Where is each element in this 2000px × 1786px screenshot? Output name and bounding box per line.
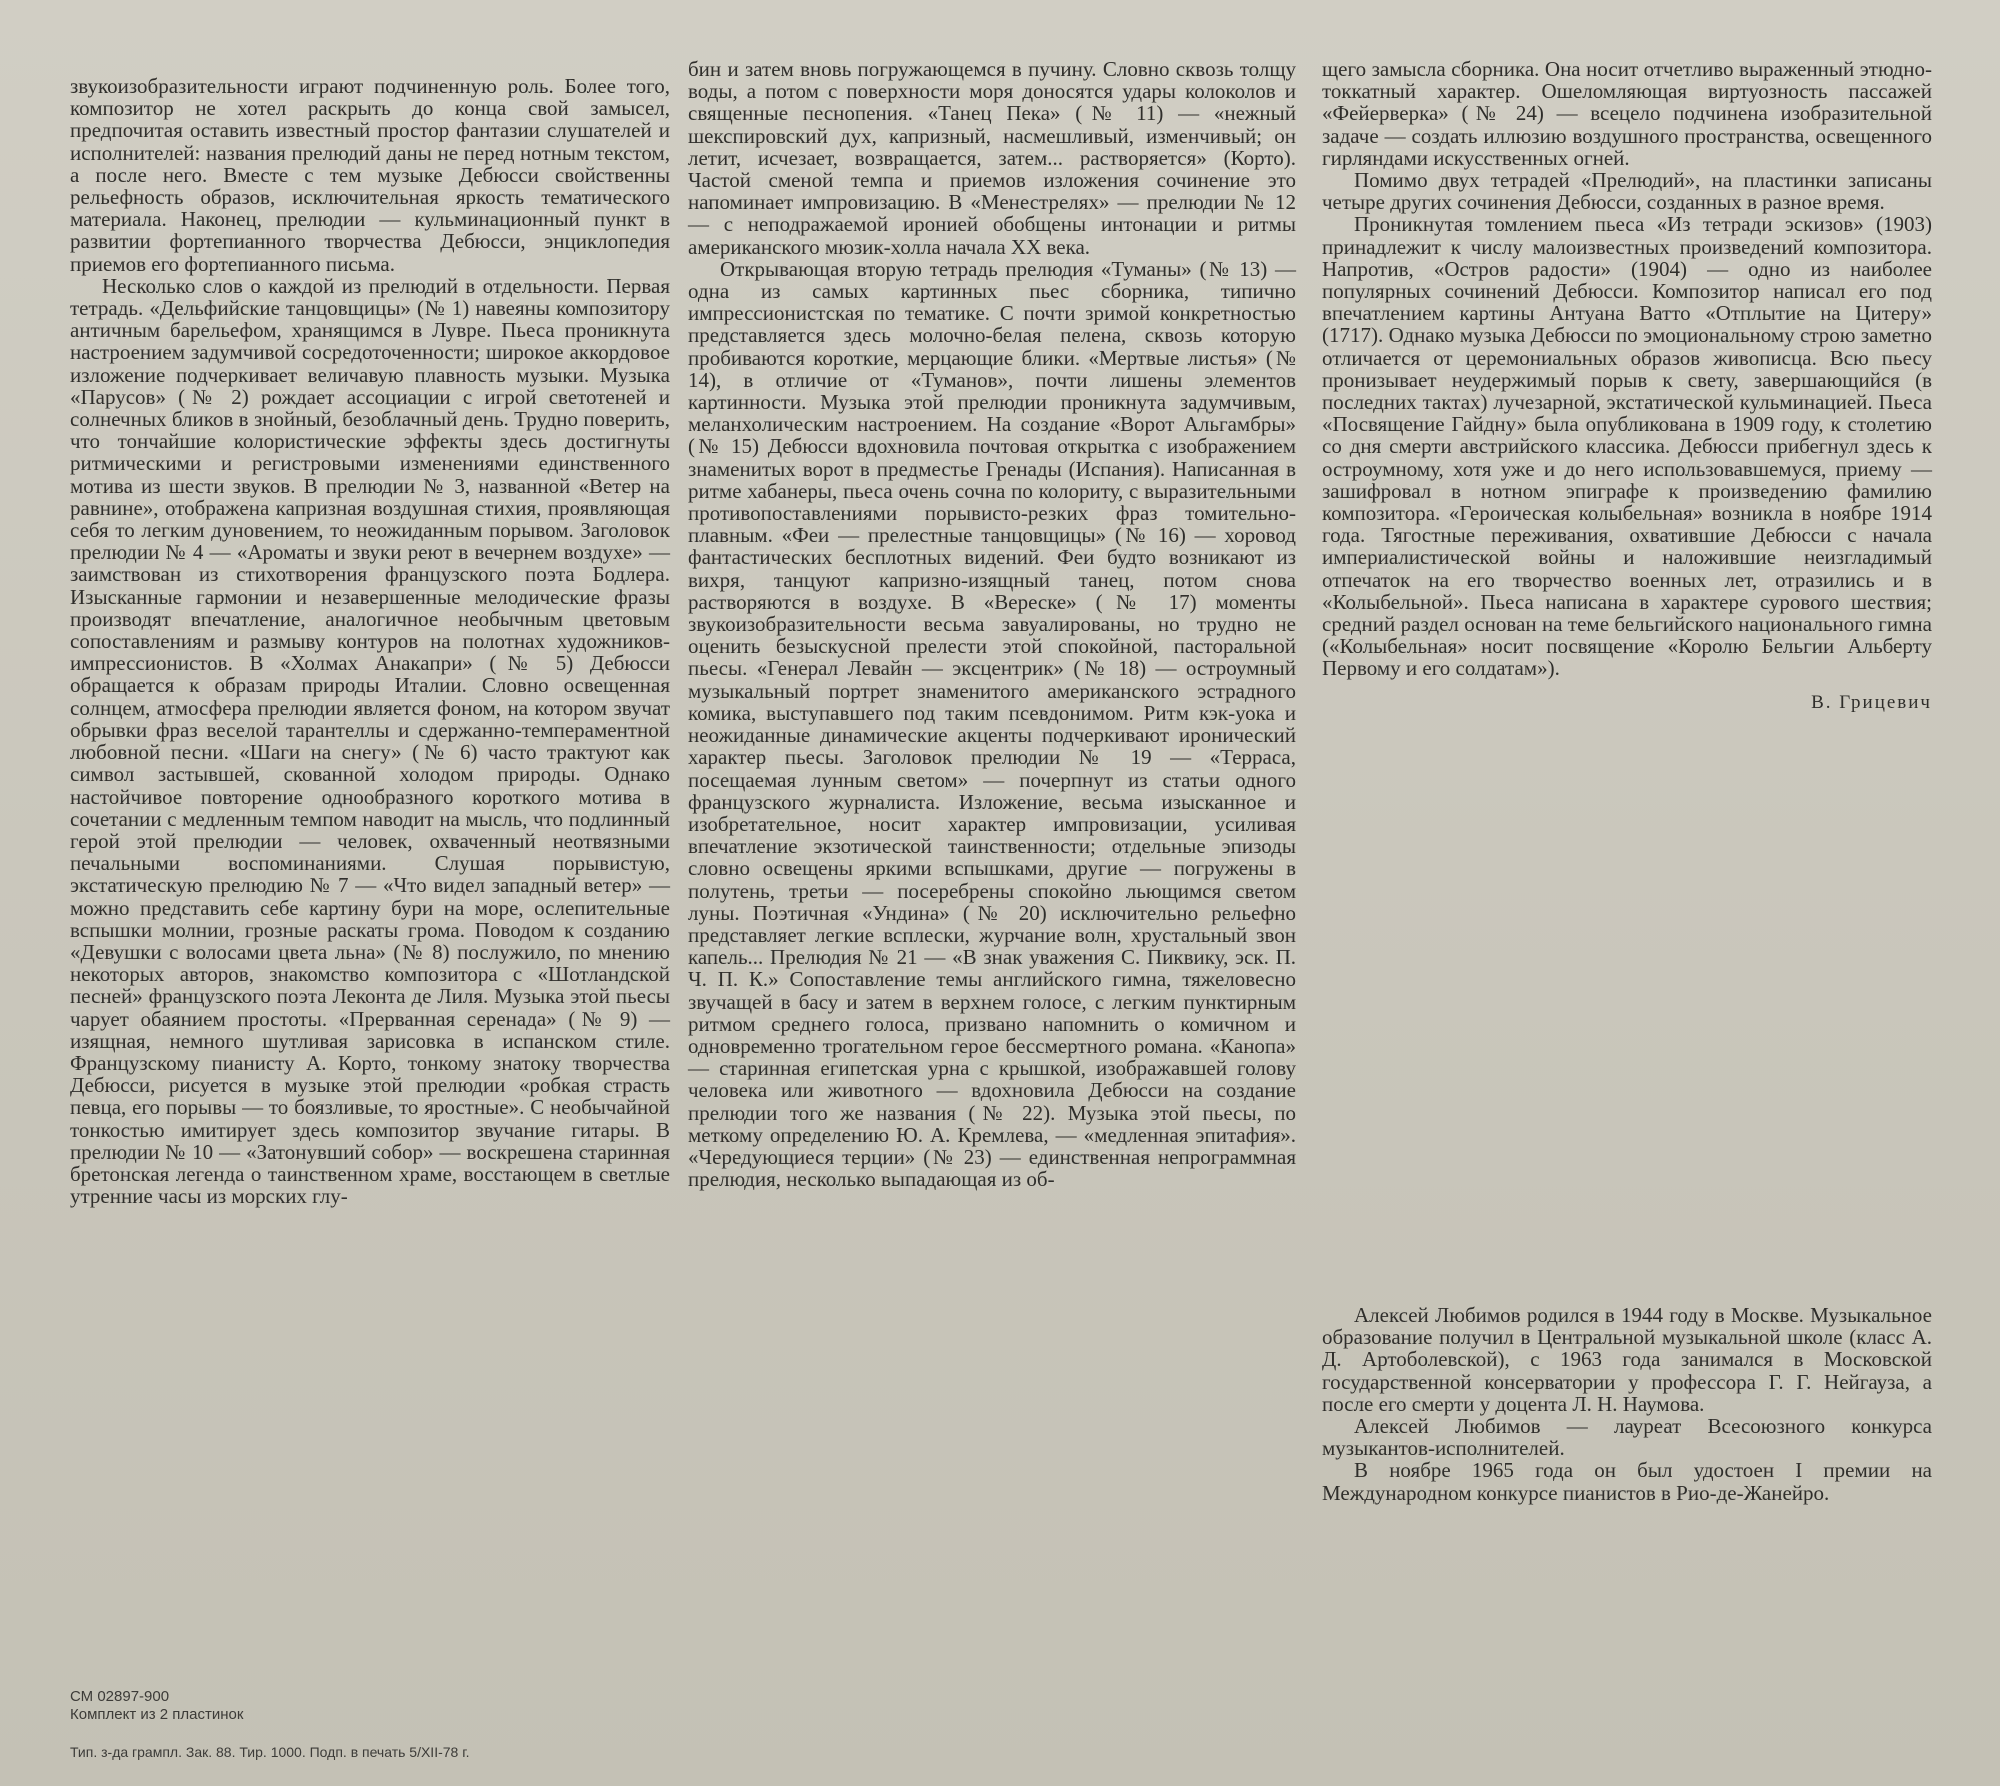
catalog-info: [70, 1688, 243, 1724]
catalog-number: СМ 02897-900: [70, 1688, 170, 1705]
paragraph: щего замысла сборника. Она носит отчетливо выраженный этюдно-токкатный характер. Ошеломляющая виртуозность пассажей «Фейерверка» (№ 24) — всецело подчинена изобразительной задаче — создать иллюзию воздушного пространства, освещенного гирляндами искусственных огней.: [1322, 57, 1932, 170]
paragraph: Алексей Любимов — лауреат Всесоюзного конкурса музыкантов-исполнителей.: [1322, 1414, 1932, 1461]
paragraph: В ноябре 1965 года он был удостоен I премии на Международном конкурсе пианистов в Рио-де-Жанейро.: [1322, 1458, 1932, 1505]
paragraph: Помимо двух тетрадей «Прелюдий», на пластинки записаны четыре других сочинения Дебюсси, созданных в разное время.: [1322, 168, 1932, 215]
text-column-2: [688, 58, 1296, 1190]
print-imprint: Тип. з-да грампл. Зак. 88. Тир. 1000. Подп. в печать 5/XII-78 г.: [70, 1744, 470, 1760]
paragraph: Проникнутая томлением пьеса «Из тетради эскизов» (1903) принадлежит к числу малоизвестных произведений композитора. Напротив, «Остров радости» (1904) — одно из наиболее популярных сочинений Дебюсси. Композитор написал его под впечатлением картины Антуана Ватто «Отплытие на Цитеру» (1717). Однако музыка Дебюсси по эмоциональному строю заметно отличается от церемониальных образов живописца. Всю пьесу пронизывает неудержимый порыв к свету, завершающийся (в последних тактах) лучезарной, экстатической кульминацией. Пьеса «Посвящение Гайдну» была опубликована в 1909 году, к столетию со дня смерти австрийского классика. Дебюсси прибегнул здесь к остроумному, хотя уже и до него использовавшемуся, приему — зашифровал в нотном эпиграфе к произведению фамилию композитора. «Героическая колыбельная» возникла в ноябре 1914 года. Тягостные переживания, охватившие Дебюсси с начала империалистической войны и наложившие неизгладимый отпечаток на его творчество военных лет, отразились и в «Колыбельной». Пьеса написана в характере сурового шествия; средний раздел основан на теме бельгийского национального гимна («Колыбельная» носит посвящение «Королю Бельгии Альберту Первому и его солдатам»).: [1322, 212, 1932, 681]
author-signature: В. Грицевич: [1811, 691, 1932, 713]
paragraph: Алексей Любимов родился в 1944 году в Москве. Музыкальное образование получил в Центральной музыкальной школе (класс А. Д. Артоболевской), с 1963 года занимался в Московской государственной консерватории у профессора Г. Г. Нейгауза, а после его смерти у доцента Л. Н. Наумова.: [1322, 1303, 1932, 1416]
paragraph: бин и затем вновь погружающемся в пучину. Словно сквозь толщу воды, а потом с поверхности моря доносятся удары колоколов и священные песнопения. «Танец Пека» (№ 11) — «нежный шекспировский дух, капризный, насмешливый, изменчивый; он летит, исчезает, возвращается, затем... растворяется» (Корто). Частой сменой темпа и приемов изложения сочинение это напоминает импровизацию. В «Менестрелях» — прелюдии № 12 — с неподражаемой иронией обобщены интонации и ритмы американского мюзик-холла начала XX века.: [688, 57, 1296, 259]
text-column-1: [70, 75, 670, 1207]
paragraph: Несколько слов о каждой из прелюдий в отдельности. Первая тетрадь. «Дельфийские танцовщицы» (№ 1) навеяны композитору античным барельефом, хранящимся в Лувре. Пьеса проникнута настроением задумчивой сосредоточенности; широкое аккордовое изложение подчеркивает величавую плавность музыки. Музыка «Парусов» (№ 2) рождает ассоциации с игрой светотеней и солнечных бликов в знойный, безоблачный день. Трудно поверить, что тончайшие колористические эффекты здесь достигнуты ритмическими и регистровыми изменениями единственного мотива из шести звуков. В прелюдии № 3, названной «Ветер на равнине», отображена капризная воздушная стихия, проявляющая себя то легким дуновением, то неожиданным порывом. Заголовок прелюдии № 4 — «Ароматы и звуки реют в вечернем воздухе» — заимствован из стихотворения французского поэта Бодлера. Изысканные гармонии и незавершенные мелодические фразы производят впечатление, аналогичное необычным цветовым сопоставлениям и размыву контуров на полотнах художников-импрессионистов. В «Холмах Анакапри» (№ 5) Дебюсси обращается к образам природы Италии. Словно освещенная солнцем, атмосфера прелюдии является фоном, на котором звучат обрывки фраз веселой тарантеллы и сдержанно-темпераментной любовной песни. «Шаги на снегу» (№ 6) часто трактуют как символ застывшей, скованной холодом природы. Однако настойчивое повторение однообразного короткого мотива в сочетании с медленным темпом наводит на мысль, что подлинный герой этой прелюдии — человек, охваченный неотвязными печальными воспоминаниями. Слушая порывистую, экстатическую прелюдию № 7 — «Что видел западный ветер» — можно представить себе картину бури на море, ослепительные вспышки молнии, грозные раскаты грома. Поводом к созданию «Девушки с волосами цвета льна» (№ 8) послужило, по мнению некоторых авторов, знакомство композитора с «Шотландской песней» французского поэта Леконта де Лиля. Музыка этой пьесы чарует обаянием простоты. «Прерванная серенада» (№ 9) — изящная, немного шутливая зарисовка в испанском стиле. Французскому пианисту А. Корто, тонкому знатоку творчества Дебюсси, рисуется в музыке этой прелюдии «робкая страсть певца, его порывы — то боязливые, то яростные». С необычайной тонкостью имитирует здесь композитор звучание гитары. В прелюдии № 10 — «Затонувший собор» — воскрешена старинная бретонская легенда о таинственном храме, восстающем в светлые утренние часы из морских глу-: [70, 273, 670, 1209]
set-note: Комплект из 2 пластинок: [70, 1706, 244, 1723]
performer-biography: [1322, 1304, 1932, 1504]
text-column-3: [1322, 58, 1932, 714]
paragraph: звукоизобразительности играют подчиненную роль. Более того, композитор не хотел раскрыть до конца свой замысел, предпочитая оставить известный простор фантазии слушателей и исполнителей: названия прелюдий даны не перед нотным текстом, а после него. Вместе с тем музыке Дебюсси свойственны рельефность образов, исключительная яркость тематического материала. Наконец, прелюдии — кульминационный пункт в развитии фортепианного творчества Дебюсси, энциклопедия приемов его фортепианного письма.: [70, 74, 670, 276]
paragraph: Открывающая вторую тетрадь прелюдия «Туманы» (№ 13) — одна из самых картинных пьес сборника, типично импрессионистская по тематике. С почти зримой конкретностью представляется здесь молочно-белая пелена, сквозь которую пробиваются короткие, мерцающие блики. «Мертвые листья» (№ 14), в отличие от «Туманов», почти лишены элементов картинности. Музыка этой прелюдии проникнута задумчивым, меланхолическим настроением. На создание «Ворот Альгамбры» (№ 15) Дебюсси вдохновила почтовая открытка с изображением знаменитых ворот в предместье Гренады (Испания). Написанная в ритме хабанеры, пьеса очень сочна по колориту, с выразительными противопоставлениями порывисто-резких фраз томительно-плавным. «Феи — прелестные танцовщицы» (№ 16) — хоровод фантастических бесплотных видений. Феи будто возникают из вихря, танцуют капризно-изящный танец, потом снова растворяются в воздухе. В «Вереске» (№ 17) моменты звукоизобразительности весьма завуалированы, но трудно не оценить безыскусной прелести этой спокойной, пасторальной пьесы. «Генерал Левайн — эксцентрик» (№ 18) — остроумный музыкальный портрет знаменитого американского эстрадного комика, выступавшего под таким псевдонимом. Ритм кэк-уока и неожиданные динамические акценты подчеркивают иронический характер пьесы. Заголовок прелюдии № 19 — «Терраса, посещаемая лунным светом» — почерпнут из статьи одного французского журналиста. Изложение, весьма изысканное и изобретательное, носит характер импровизации, усиливая впечатление экзотической таинственности; отдельные эпизоды словно освещены яркими вспышками, другие — погружены в полутень, третьи — посеребрены спокойно льющимся светом луны. Поэтичная «Ундина» (№ 20) исключительно рельефно представляет легкие всплески, журчание волн, хрустальный звон капель... Прелюдия № 21 — «В знак уважения С. Пиквику, эск. П. Ч. П. К.» Сопоставление темы английского гимна, тяжеловесно звучащей в басу и затем в верхнем голосе, с легким пунктирным ритмом среднего голоса, призвано напомнить о комичном и одновременно трогательном герое бессмертного романа. «Канопа» — старинная египетская урна с крышкой, изображавшей голову человека или животного — вдохновила Дебюсси на создание прелюдии того же названия (№ 22). Музыка этой пьесы, по меткому определению Ю. А. Кремлева, — «медленная эпитафия». «Чередующиеся терции» (№ 23) — единственная непрограммная прелюдия, несколько выпадающая из об-: [688, 256, 1296, 1192]
